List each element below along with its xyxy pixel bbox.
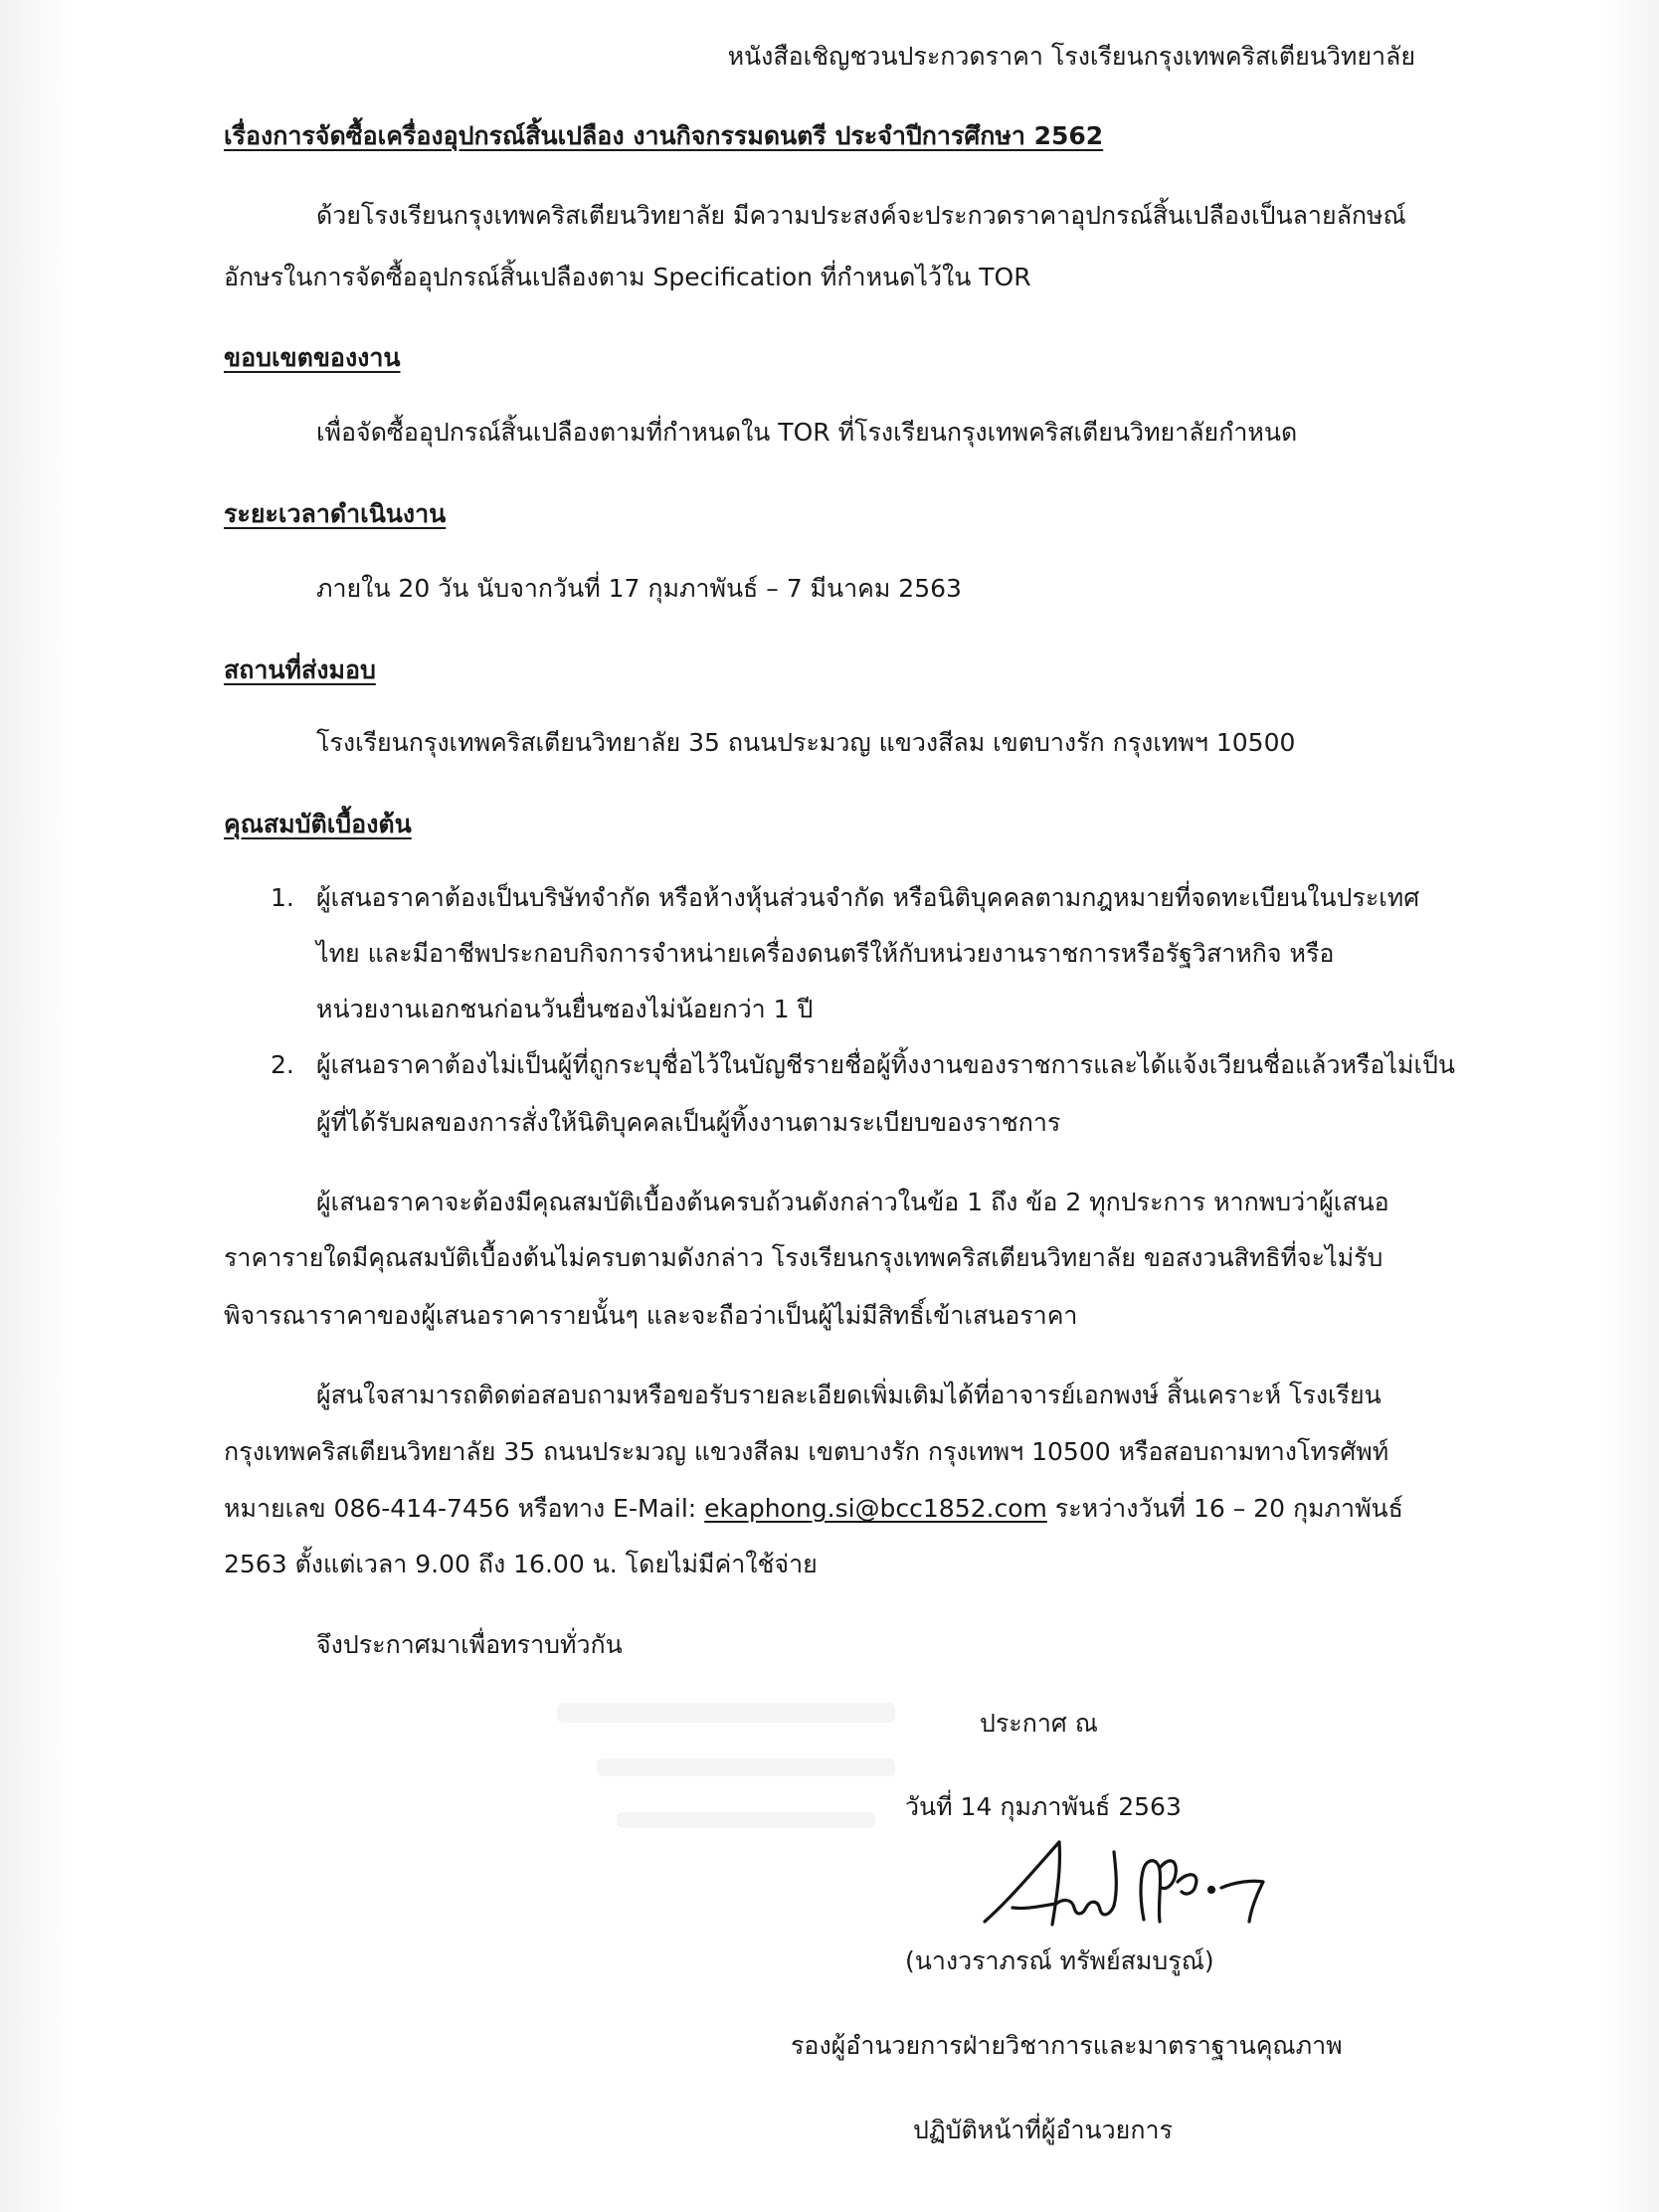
- scan-bleed-mark: [617, 1812, 875, 1828]
- intro-line-1: ด้วยโรงเรียนกรุงเทพคริสเตียนวิทยาลัย มีความประสงค์จะประกวดราคาอุปกรณ์สิ้นเปลืองเป็นลายลักษณ์: [316, 201, 1406, 230]
- document-subject: เรื่องการจัดซื้อเครื่องอุปกรณ์สิ้นเปลือง งานกิจกรรมดนตรี ประจำปีการศึกษา 2562: [224, 121, 1104, 150]
- scope-text: เพื่อจัดซื้ออุปกรณ์สิ้นเปลืองตามที่กำหนดใน TOR ที่โรงเรียนกรุงเทพคริสเตียนวิทยาลัยกำหนด: [316, 418, 1298, 447]
- qualification-item-1-number: 1.: [271, 883, 294, 912]
- contact-email-link[interactable]: ekaphong.si@bcc1852.com: [704, 1494, 1047, 1523]
- scope-heading: ขอบเขตของงาน: [224, 343, 401, 372]
- announce-label: ประกาศ ณ: [980, 1709, 1098, 1738]
- qualification-item-2-line-1: ผู้เสนอราคาต้องไม่เป็นผู้ที่ถูกระบุชื่อไว้ในบัญชีรายชื่อผู้ทิ้งงานของราชการและได้แจ้งเวียนชื่อแล้วหรือไม่เป็น: [316, 1050, 1455, 1079]
- contact-phone-text: หมายเลข 086-414-7456 หรือทาง E-Mail:: [224, 1494, 705, 1523]
- announce-date: วันที่ 14 กุมภาพันธ์ 2563: [905, 1792, 1182, 1821]
- signatory-acting-role: ปฏิบัติหน้าที่ผู้อำนวยการ: [913, 2116, 1173, 2144]
- qualification-item-1-line-3: หน่วยงานเอกชนก่อนวันยื่นซองไม่น้อยกว่า 1 ปี: [316, 995, 814, 1023]
- contact-line-2: กรุงเทพคริสเตียนวิทยาลัย 35 ถนนประมวญ แขวงสีลม เขตบางรัก กรุงเทพฯ 10500 หรือสอบถามทางโทรศัพท์: [224, 1437, 1389, 1466]
- contact-line-4: 2563 ตั้งแต่เวลา 9.00 ถึง 16.00 น. โดยไม่มีค่าใช้จ่าย: [224, 1550, 818, 1578]
- document-header-title: หนังสือเชิญชวนประกวดราคา โรงเรียนกรุงเทพคริสเตียนวิทยาลัย: [727, 42, 1415, 71]
- signature-image: [965, 1830, 1283, 1939]
- qualification-item-1-line-2: ไทย และมีอาชีพประกอบกิจการจำหน่ายเครื่องดนตรีให้กับหน่วยงานราชการหรือรัฐวิสาหกิจ หรือ: [316, 939, 1335, 968]
- delivery-text: โรงเรียนกรุงเทพคริสเตียนวิทยาลัย 35 ถนนประมวญ แขวงสีลม เขตบางรัก กรุงเทพฯ 10500: [316, 728, 1296, 757]
- duration-heading: ระยะเวลาดำเนินงาน: [224, 499, 447, 528]
- condition-line-1: ผู้เสนอราคาจะต้องมีคุณสมบัติเบื้องต้นครบถ้วนดังกล่าวในข้อ 1 ถึง ข้อ 2 ทุกประการ หากพบว่าผู้เสนอ: [316, 1188, 1389, 1216]
- intro-line-2: อักษรในการจัดซื้ออุปกรณ์สิ้นเปลืองตาม Specification ที่กำหนดไว้ใน TOR: [224, 263, 1031, 291]
- scan-bleed-mark: [557, 1703, 895, 1723]
- condition-line-2: ราคารายใดมีคุณสมบัติเบื้องต้นไม่ครบตามดังกล่าว โรงเรียนกรุงเทพคริสเตียนวิทยาลัย ขอสงวนสิทธิที่จะไม่รับ: [224, 1243, 1383, 1272]
- qualification-item-2-line-2: ผู้ที่ได้รับผลของการสั่งให้นิติบุคคลเป็นผู้ทิ้งงานตามระเบียบของราชการ: [316, 1108, 1061, 1137]
- signatory-position: รองผู้อำนวยการฝ่ายวิชาการและมาตราฐานคุณภาพ: [791, 2031, 1343, 2060]
- duration-text: ภายใน 20 วัน นับจากวันที่ 17 กุมภาพันธ์ – 7 มีนาคม 2563: [316, 574, 962, 603]
- scan-bleed-mark: [597, 1758, 895, 1776]
- qualifications-heading: คุณสมบัติเบื้องต้น: [224, 810, 412, 838]
- condition-line-3: พิจารณาราคาของผู้เสนอราคารายนั้นๆ และจะถือว่าเป็นผู้ไม่มีสิทธิ์เข้าเสนอราคา: [224, 1301, 1078, 1330]
- contact-line-1: ผู้สนใจสามารถติดต่อสอบถามหรือขอรับรายละเอียดเพิ่มเติมได้ที่อาจารย์เอกพงษ์ สิ้นเคราะห์ โรงเรียน: [316, 1381, 1382, 1409]
- qualification-item-1-line-1: ผู้เสนอราคาต้องเป็นบริษัทจำกัด หรือห้างหุ้นส่วนจำกัด หรือนิติบุคคลตามกฎหมายที่จดทะเบียนในประเทศ: [316, 883, 1420, 912]
- closing-text: จึงประกาศมาเพื่อทราบทั่วกัน: [316, 1630, 623, 1659]
- qualification-item-2-number: 2.: [271, 1050, 294, 1079]
- signatory-name: (นางวราภรณ์ ทรัพย์สมบรูณ์): [905, 1946, 1214, 1975]
- contact-period-text: ระหว่างวันที่ 16 – 20 กุมภาพันธ์: [1046, 1494, 1403, 1523]
- contact-line-3: [224, 1492, 1403, 1526]
- delivery-heading: สถานที่ส่งมอบ: [224, 655, 376, 684]
